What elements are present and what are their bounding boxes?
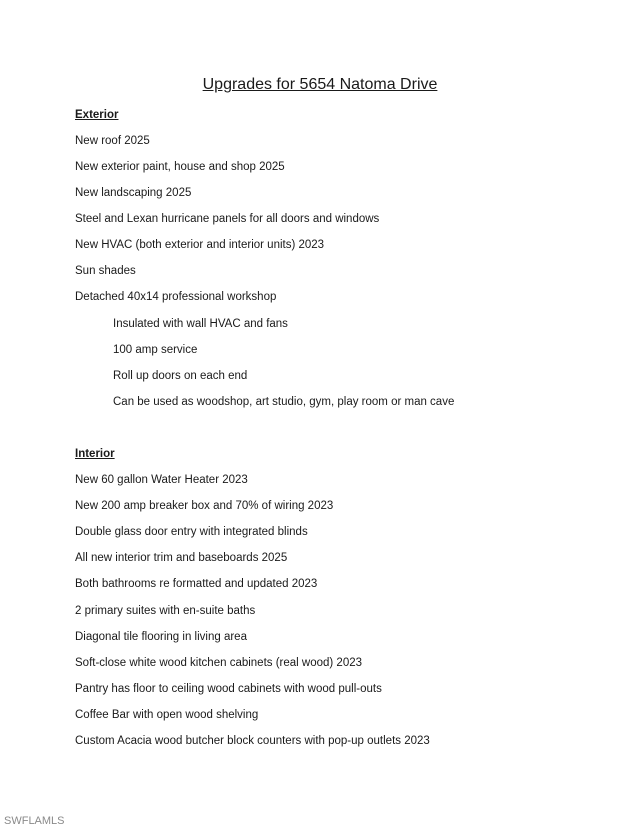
- list-item: Custom Acacia wood butcher block counters with pop-up outlets 2023: [75, 735, 430, 747]
- list-item: Sun shades: [75, 265, 136, 277]
- list-item: All new interior trim and baseboards 2025: [75, 552, 288, 564]
- list-item: 2 primary suites with en-suite baths: [75, 605, 256, 617]
- sub-list-item: 100 amp service: [113, 344, 198, 356]
- list-item: New landscaping 2025: [75, 187, 192, 199]
- list-item: Coffee Bar with open wood shelving: [75, 709, 259, 721]
- list-item: Diagonal tile flooring in living area: [75, 631, 247, 643]
- list-item: Soft-close white wood kitchen cabinets (real wood) 2023: [75, 657, 363, 669]
- sub-list-item: Insulated with wall HVAC and fans: [113, 318, 288, 330]
- list-item: Detached 40x14 professional workshop: [75, 291, 277, 303]
- list-item: New exterior paint, house and shop 2025: [75, 161, 285, 173]
- sub-list-item: Roll up doors on each end: [113, 370, 248, 382]
- list-item: New roof 2025: [75, 135, 150, 147]
- list-item: Pantry has floor to ceiling wood cabinets with wood pull-outs: [75, 683, 382, 695]
- sub-list-item: Can be used as woodshop, art studio, gym, play room or man cave: [113, 396, 455, 408]
- interior-heading: Interior: [75, 448, 115, 460]
- list-item: Double glass door entry with integrated blinds: [75, 526, 308, 538]
- watermark: SWFLAMLS: [4, 815, 65, 827]
- exterior-heading: Exterior: [75, 109, 119, 121]
- list-item: New 200 amp breaker box and 70% of wiring 2023: [75, 500, 334, 512]
- list-item: New 60 gallon Water Heater 2023: [75, 474, 248, 486]
- document-title: Upgrades for 5654 Natoma Drive: [202, 76, 438, 93]
- list-item: Steel and Lexan hurricane panels for all doors and windows: [75, 213, 380, 225]
- list-item: New HVAC (both exterior and interior units) 2023: [75, 239, 325, 251]
- list-item: Both bathrooms re formatted and updated 2023: [75, 578, 318, 590]
